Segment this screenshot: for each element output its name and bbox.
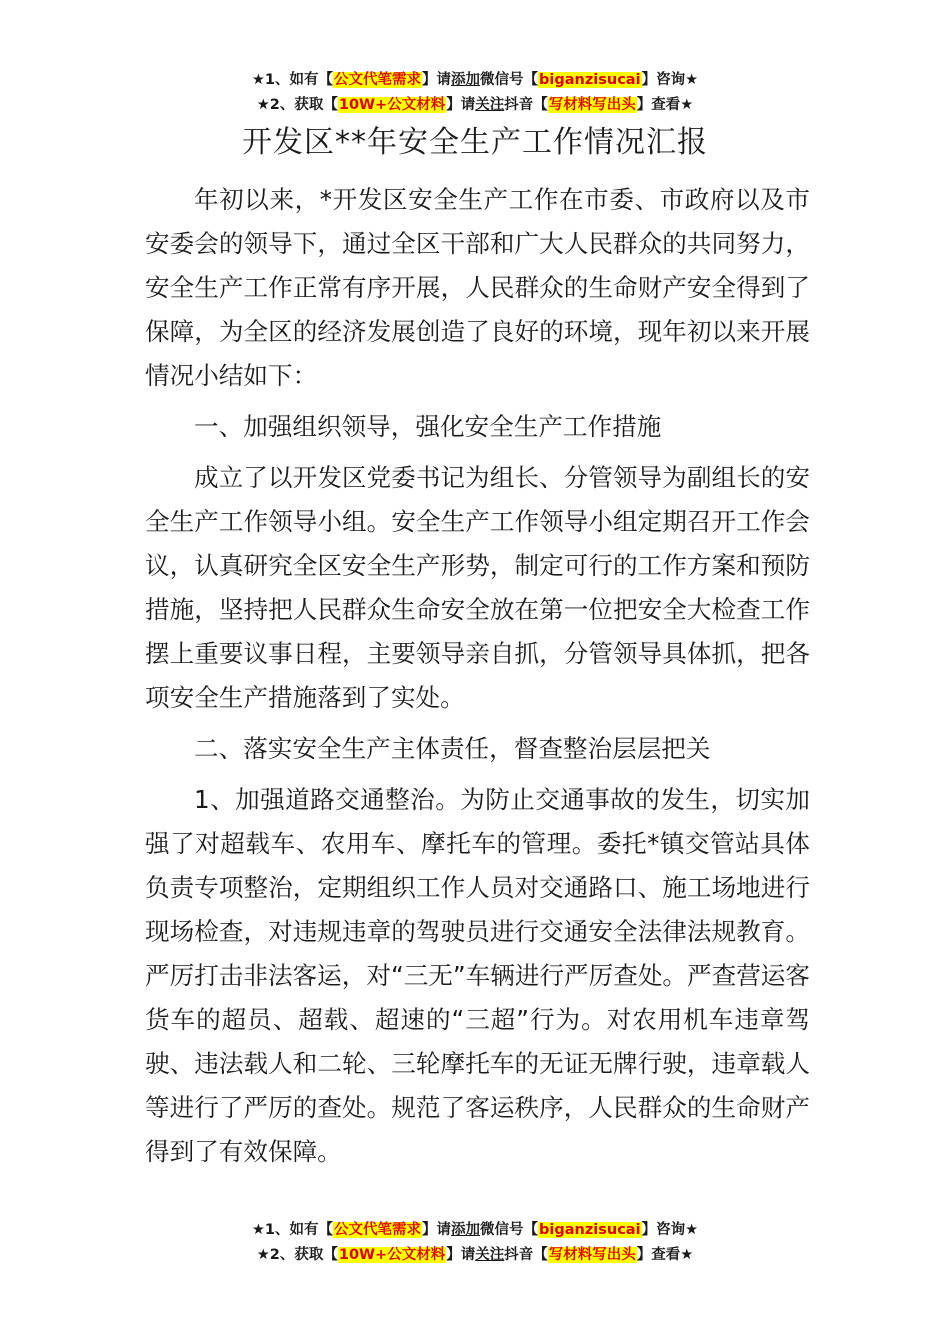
banner-line-1 bbox=[0, 68, 950, 93]
highlight-service: 公文代笔需求 bbox=[334, 72, 422, 88]
page-title: 开发区**年安全生产工作情况汇报 bbox=[242, 125, 708, 160]
underlined-text: 关注 bbox=[475, 97, 505, 113]
highlight-wechat-id: biganzisucai bbox=[539, 1222, 641, 1238]
highlight-wechat-id: biganzisucai bbox=[539, 72, 641, 88]
banner-text: 】请 bbox=[446, 97, 476, 113]
section-2-item-1-paragraph: 1、加强道路交通整治。为防止交通事故的发生，切实加强了对超载车、农用车、摩托车的管理。委托*镇交管站具体负责专项整治，定期组织工作人员对交通路口、施工场地进行现场检查，对违规违章的驾驶员进行交通安全法律法规教育。严厉打击非法客运，对“三无”车辆进行严厉查处。严查营运客货车的超员、超载、超速的“三超”行为。对农用机车违章驾驶、违法载人和二轮、三轮摩托车的无证无牌行驶，违章载人等进行了严厉的查处。规范了客运秩序，人民群众的生命财产得到了有效保障。 bbox=[145, 785, 810, 1166]
section-heading-2: 二、落实安全生产主体责任，督查整治层层把关 bbox=[194, 734, 711, 763]
banner-text: ★1、如有【 bbox=[251, 72, 334, 88]
banner-text: 】请 bbox=[446, 1247, 476, 1263]
banner-text: 】查看★ bbox=[636, 1247, 694, 1263]
banner-text: ★2、获取【 bbox=[256, 97, 338, 113]
banner-text: 】查看★ bbox=[636, 97, 694, 113]
underlined-text: 添加 bbox=[451, 1222, 481, 1238]
banner-text: 】请 bbox=[422, 1222, 452, 1238]
highlight-materials: 10W+公文材料 bbox=[338, 1247, 446, 1263]
section-1-paragraph: 成立了以开发区党委书记为组长、分管领导为副组长的安全生产工作领导小组。安全生产工作领导小组定期召开工作会议，认真研究全区安全生产形势，制定可行的工作方案和预防措施，坚持把人民群众生命安全放在第一位把安全大检查工作摆上重要议事日程，主要领导亲自抓，分管领导具体抓，把各项安全生产措施落到了实处。 bbox=[145, 463, 810, 712]
intro-paragraph: 年初以来，*开发区安全生产工作在市委、市政府以及市安委会的领导下，通过全区干部和广大人民群众的共同努力，安全生产工作正常有序开展，人民群众的生命财产安全得到了保障，为全区的经济发展创造了良好的环境，现年初以来开展情况小结如下： bbox=[145, 185, 810, 390]
banner-line-2 bbox=[0, 93, 950, 118]
section-heading-1: 一、加强组织领导，强化安全生产工作措施 bbox=[194, 412, 662, 441]
banner-line-1 bbox=[0, 1218, 950, 1243]
highlight-service: 公文代笔需求 bbox=[334, 1222, 422, 1238]
bottom-banner bbox=[0, 1218, 950, 1268]
banner-text: 】请 bbox=[422, 72, 452, 88]
banner-line-2 bbox=[0, 1243, 950, 1268]
banner-text: ★2、获取【 bbox=[256, 1247, 338, 1263]
underlined-text: 添加 bbox=[451, 72, 481, 88]
banner-text: 抖音【 bbox=[504, 1247, 548, 1263]
document-body bbox=[145, 178, 810, 1181]
underlined-text: 关注 bbox=[475, 1247, 505, 1263]
banner-text: ★1、如有【 bbox=[251, 1222, 334, 1238]
banner-text: 】咨询★ bbox=[641, 72, 699, 88]
highlight-douyin-account: 写材料写出头 bbox=[548, 97, 636, 113]
top-banner bbox=[0, 68, 950, 118]
banner-text: 抖音【 bbox=[504, 97, 548, 113]
banner-text: 】咨询★ bbox=[641, 1222, 699, 1238]
banner-text: 微信号【 bbox=[480, 72, 539, 88]
highlight-materials: 10W+公文材料 bbox=[338, 97, 446, 113]
banner-text: 微信号【 bbox=[480, 1222, 539, 1238]
highlight-douyin-account: 写材料写出头 bbox=[548, 1247, 636, 1263]
